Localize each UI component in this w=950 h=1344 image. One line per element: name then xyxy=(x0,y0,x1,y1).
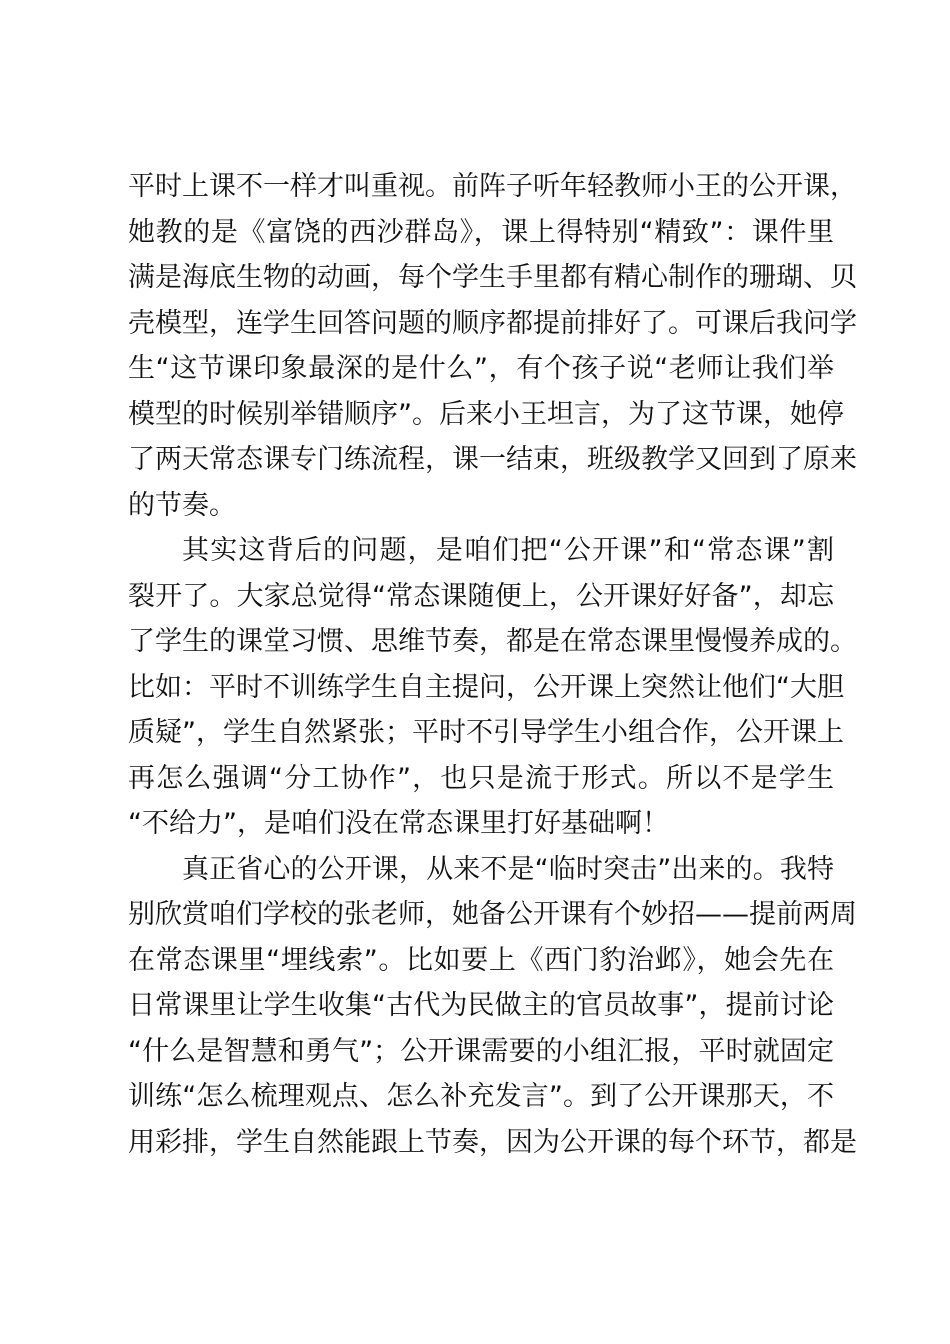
text-line: 质疑”，学生自然紧张；平时不引导学生小组合作，公开课上 xyxy=(128,717,844,748)
text-line: 在常态课里“埋线索”。比如要上《西门豹治邺》，她会先在 xyxy=(128,944,834,976)
text-line: 日常课里让学生收集“古代为民做主的官员故事”，提前讨论 xyxy=(128,990,834,1021)
text-line: 其实这背后的问题，是咱们把“公开课”和“常态课”割 xyxy=(182,535,834,566)
document-body xyxy=(128,164,857,1165)
text-line: 满是海底生物的动画，每个学生手里都有精心制作的珊瑚、贝 xyxy=(128,262,857,293)
text-line: 平时上课不一样才叫重视。前阵子听年轻教师小王的公开课， xyxy=(128,171,857,202)
text-line: 比如：平时不训练学生自主提问，公开课上突然让他们“大胆 xyxy=(128,671,844,703)
text-line: 再怎么强调“分工协作”，也只是流于形式。所以不是学生 xyxy=(128,762,834,794)
text-line: 别欣赏咱们学校的张老师，她备公开课有个妙招——提前两周 xyxy=(128,899,857,930)
text-line: “不给力”，是咱们没在常态课里打好基础啊！ xyxy=(128,808,669,839)
text-line: 裂开了。大家总觉得“常态课随便上，公开课好好备”，却忘 xyxy=(128,580,834,612)
paragraph-1 xyxy=(128,164,857,528)
text-line: 真正省心的公开课，从来不是“临时突击”出来的。我特 xyxy=(182,853,834,885)
text-line: “什么是智慧和勇气”；公开课需要的小组汇报，平时就固定 xyxy=(128,1035,834,1067)
text-line: 她教的是《富饶的西沙群岛》，课上得特别“精致”：课件里 xyxy=(128,216,834,248)
text-line: 了学生的课堂习惯、思维节奏，都是在常态课里慢慢养成的。 xyxy=(128,626,857,657)
text-line: 壳模型，连学生回答问题的顺序都提前排好了。可课后我问学 xyxy=(128,307,857,339)
text-line: 了两天常态课专门练流程，课一结束，班级教学又回到了原来 xyxy=(128,444,857,475)
text-line: 生“这节课印象最深的是什么”，有个孩子说“老师让我们举 xyxy=(128,353,834,384)
text-line: 用彩排，学生自然能跟上节奏，因为公开课的每个环节，都是 xyxy=(128,1126,857,1158)
paragraph-3 xyxy=(128,847,857,1166)
text-line: 训练“怎么梳理观点、怎么补充发言”。到了公开课那天，不 xyxy=(128,1081,834,1112)
text-line: 模型的时候别举错顺序”。后来小王坦言，为了这节课，她停 xyxy=(128,398,844,430)
text-line: 的节奏。 xyxy=(128,489,236,521)
paragraph-2 xyxy=(128,528,857,847)
